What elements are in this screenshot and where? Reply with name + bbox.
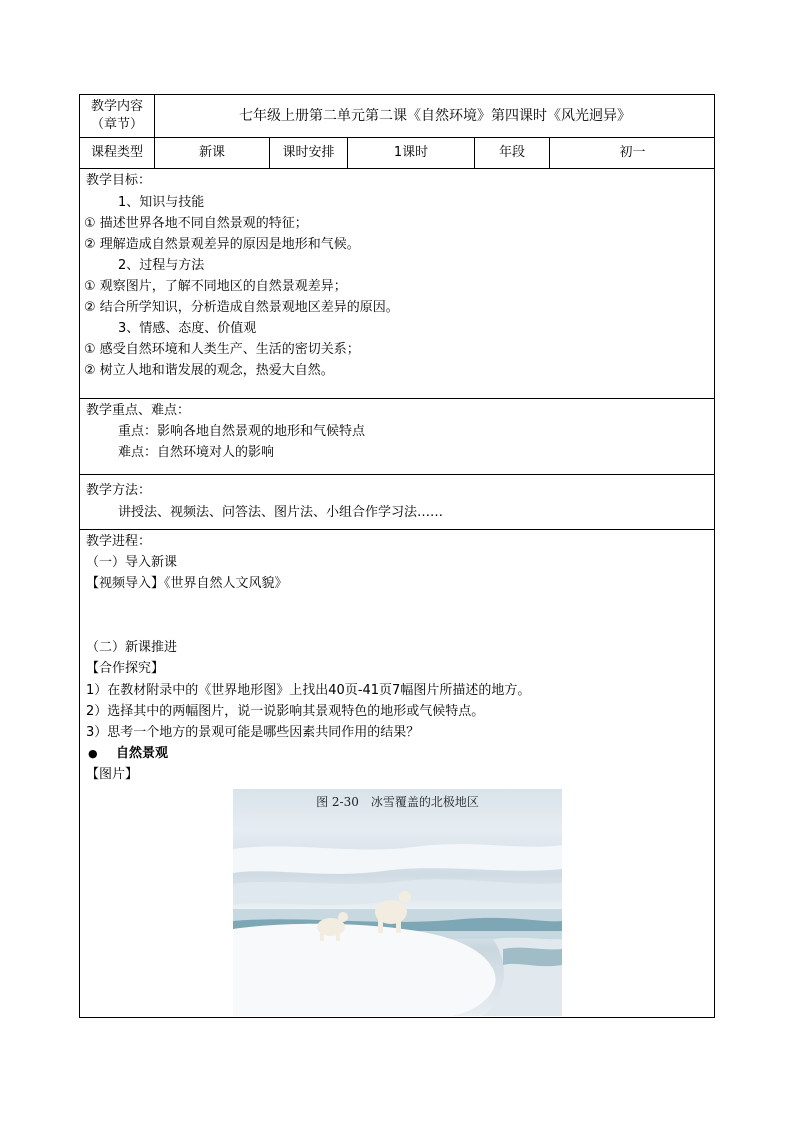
process-heading: 教学进程： bbox=[86, 534, 152, 549]
objective-line: ② 结合所学知识，分析造成自然景观地区差异的原因。 bbox=[84, 300, 399, 315]
section-new-lesson: （二）新课推进 bbox=[86, 640, 178, 655]
video-intro: 【视频导入】《世界自然人文风貌》 bbox=[86, 576, 288, 591]
key-points-heading: 教学重点、难点： bbox=[86, 403, 191, 418]
row-divider bbox=[80, 398, 714, 399]
content-label: 教学内容 bbox=[90, 99, 143, 114]
objectives-heading: 教学目标： bbox=[86, 173, 152, 188]
figure-caption: 图 2-30 冰雪覆盖的北极地区 bbox=[316, 795, 479, 809]
course-type-value: 新课 bbox=[198, 145, 225, 160]
content-label-cell bbox=[80, 95, 154, 137]
methods-text: 讲授法、视频法、问答法、图片法、小组合作学习法…… bbox=[118, 505, 444, 520]
row-divider bbox=[80, 168, 714, 169]
content-label-sub: （章节） bbox=[90, 117, 143, 132]
objective-line: ② 树立人地和谐发展的观念，热爱大自然。 bbox=[84, 363, 334, 378]
natural-landscape-heading: 自然景观 bbox=[116, 746, 169, 761]
grade-value: 初一 bbox=[619, 145, 646, 160]
objective-line: 2、过程与方法 bbox=[118, 258, 205, 273]
grade-label: 年段 bbox=[498, 145, 525, 160]
objective-line: 3、情感、态度、价值观 bbox=[118, 321, 257, 336]
course-type-label: 课程类型 bbox=[90, 145, 143, 160]
lesson-title: 七年级上册第二单元第二课《自然环境》第四课时《风光迥异》 bbox=[239, 108, 631, 124]
polar-bear-scene bbox=[233, 789, 562, 1016]
arctic-photo bbox=[233, 789, 562, 1016]
coop-label: 【合作探究】 bbox=[86, 661, 165, 676]
class-hours-label: 课时安排 bbox=[282, 145, 335, 160]
picture-label: 【图片】 bbox=[86, 767, 139, 782]
objective-line: ① 感受自然环境和人类生产、生活的密切关系； bbox=[84, 342, 360, 357]
lesson-plan-table bbox=[79, 94, 715, 1018]
objective-line: 1、知识与技能 bbox=[118, 195, 205, 210]
key-point: 重点：影响各地自然景观的地形和气候特点 bbox=[118, 424, 366, 439]
question-1: 1）在教材附录中的《世界地形图》上找出40页-41页7幅图片所描述的地方。 bbox=[86, 683, 531, 698]
class-hours-value: 1课时 bbox=[393, 145, 429, 160]
objective-line: ② 理解造成自然景观差异的原因是地形和气候。 bbox=[84, 237, 360, 252]
question-2: 2）选择其中的两幅图片，说一说影响其景观特色的地形或气候特点。 bbox=[86, 704, 485, 719]
difficult-point: 难点：自然环境对人的影响 bbox=[118, 445, 275, 460]
question-3: 3）思考一个地方的景观可能是哪些因素共同作用的结果？ bbox=[86, 725, 420, 740]
methods-heading: 教学方法： bbox=[86, 483, 152, 498]
section-intro: （一）导入新课 bbox=[86, 555, 178, 570]
bullet-icon: ● bbox=[88, 747, 98, 760]
objective-line: ① 描述世界各地不同自然景观的特征； bbox=[84, 216, 308, 231]
row-divider bbox=[80, 529, 714, 530]
objective-line: ① 观察图片，了解不同地区的自然景观差异； bbox=[84, 279, 347, 294]
row-divider bbox=[80, 474, 714, 475]
